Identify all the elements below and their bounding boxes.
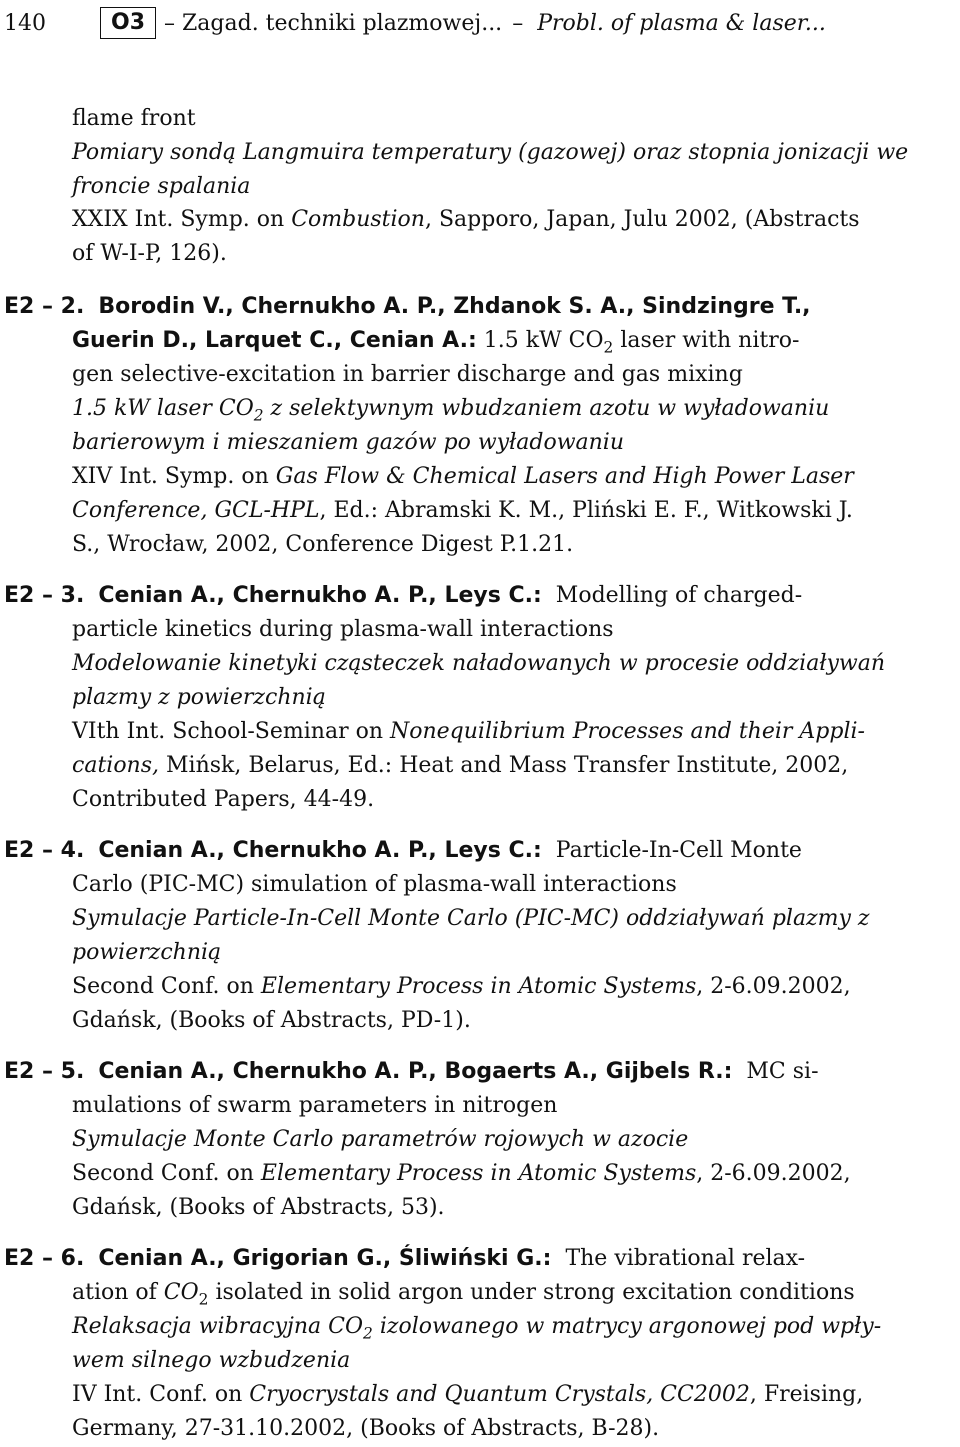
entry6-heading [4, 1245, 805, 1273]
entry3-tag: E2 – 3. [4, 583, 85, 608]
entry1-title-line: flame front [72, 106, 196, 131]
entry6-title-line1: The vibrational relax- [565, 1246, 806, 1271]
entry5-polish-title: Symulacje Monte Carlo parametrów rojowych w azocie [72, 1127, 689, 1152]
entry2-venue-line3: S., Wrocław, 2002, Conference Digest P.1.21. [72, 532, 574, 557]
entry3-polish-title-line1: Modelowanie kinetyki cząsteczek naładowanych w procesie oddziaływań [72, 651, 886, 676]
header-polish-title: – Zagad. techniki plazmowej... [164, 10, 503, 36]
entry3-venue-line1: VIth Int. School-Seminar on Nonequilibrium Processes and their Appli- [72, 719, 865, 744]
entry3-venue-line3: Contributed Papers, 44-49. [72, 787, 375, 812]
section-box: O3 [100, 7, 156, 39]
entry3-title-line1: Modelling of charged- [555, 583, 803, 608]
entry6-venue-line1: IV Int. Conf. on Cryocrystals and Quantum Crystals, CC2002, Freising, [72, 1382, 864, 1407]
entry2-heading [4, 293, 811, 321]
entry2-authors-line2: Guerin D., Larquet C., Cenian A.: [72, 328, 477, 353]
entry5-title-line1: MC si- [746, 1059, 819, 1084]
entry6-polish-title-line1: Relaksacja wibracyjna $CO_2$ izolowanego w matrycy argonowej pod wpły- [72, 1314, 882, 1343]
running-header [4, 6, 950, 40]
entry2-polish-title-line1: 1.5 kW laser $CO_2$ z selektywnym wbudzaniem azotu w wyładowaniu [72, 396, 830, 425]
entry4-tag: E2 – 4. [4, 838, 85, 863]
entry3-heading [4, 582, 802, 610]
entry5-title-line2: mulations of swarm parameters in nitrogen [72, 1093, 558, 1118]
entry5-venue-line2: Gdańsk, (Books of Abstracts, 53). [72, 1195, 445, 1220]
entry1-polish-title-line2: froncie spalania [72, 174, 251, 199]
entry4-authors: Cenian A., Chernukho A. P., Leys C.: [98, 838, 542, 863]
entry1-polish-title-line1: Pomiary sondą Langmuira temperatury (gazowej) oraz stopnia jonizacji we [72, 140, 909, 165]
entry2-polish-title-line2: barierowym i mieszaniem gazów po wyładowaniu [72, 430, 625, 455]
entry2-title-line2: gen selective-excitation in barrier discharge and gas mixing [72, 362, 743, 387]
entry2-authors-title: Guerin D., Larquet C., Cenian A.: 1.5 kW $CO_2$ laser with nitro- [72, 328, 800, 357]
entry4-polish-title-line2: powierzchnią [72, 940, 222, 965]
entry5-venue-line1: Second Conf. on Elementary Process in Atomic Systems, 2-6.09.2002, [72, 1161, 851, 1186]
entry2-venue-line2: Conference, GCL-HPL, Ed.: Abramski K. M., Pliński E. F., Witkowski J. [72, 498, 853, 523]
entry6-polish-title-line2: wem silnego wzbudzenia [72, 1348, 351, 1373]
entry4-heading [4, 837, 802, 865]
header-english-title: Probl. of plasma & laser... [537, 10, 826, 36]
entry2-venue-line1: XIV Int. Symp. on Gas Flow & Chemical Lasers and High Power Laser [72, 464, 854, 489]
entry3-title-line2: particle kinetics during plasma-wall interactions [72, 617, 614, 642]
entry1-venue-line2: of W-I-P, 126). [72, 241, 227, 266]
entry4-title-line2: Carlo (PIC-MC) simulation of plasma-wall interactions [72, 872, 677, 897]
entry2-authors-line1: Borodin V., Chernukho A. P., Zhdanok S. A., Sindzingre T., [98, 294, 811, 319]
entry6-title-line2: ation of $CO_2$ isolated in solid argon under strong excitation conditions [72, 1280, 855, 1309]
entry1-venue-line1: XXIX Int. Symp. on Combustion, Sapporo, Japan, Julu 2002, (Abstracts [72, 207, 860, 232]
header-dash: – [512, 10, 524, 36]
entry4-polish-title-line1: Symulacje Particle-In-Cell Monte Carlo (PIC-MC) oddziaływań plazmy z [72, 906, 870, 931]
entry5-authors: Cenian A., Chernukho A. P., Bogaerts A., Gijbels R.: [98, 1059, 733, 1084]
entry5-heading [4, 1058, 819, 1086]
entry6-tag: E2 – 6. [4, 1246, 85, 1271]
entry4-venue-line1: Second Conf. on Elementary Process in Atomic Systems, 2-6.09.2002, [72, 974, 851, 999]
entry4-title-line1: Particle-In-Cell Monte [555, 838, 802, 863]
entry6-venue-line2: Germany, 27-31.10.2002, (Books of Abstracts, B-28). [72, 1416, 660, 1441]
entry2-tag: E2 – 2. [4, 294, 85, 319]
entry4-venue-line2: Gdańsk, (Books of Abstracts, PD-1). [72, 1008, 471, 1033]
entry6-authors: Cenian A., Grigorian G., Śliwiński G.: [98, 1246, 552, 1271]
entry5-tag: E2 – 5. [4, 1059, 85, 1084]
entry3-polish-title-line2: plazmy z powierzchnią [72, 685, 326, 710]
page-number: 140 [4, 10, 46, 36]
entry3-authors: Cenian A., Chernukho A. P., Leys C.: [98, 583, 542, 608]
entry3-venue-line2: cations, Mińsk, Belarus, Ed.: Heat and Mass Transfer Institute, 2002, [72, 753, 849, 778]
